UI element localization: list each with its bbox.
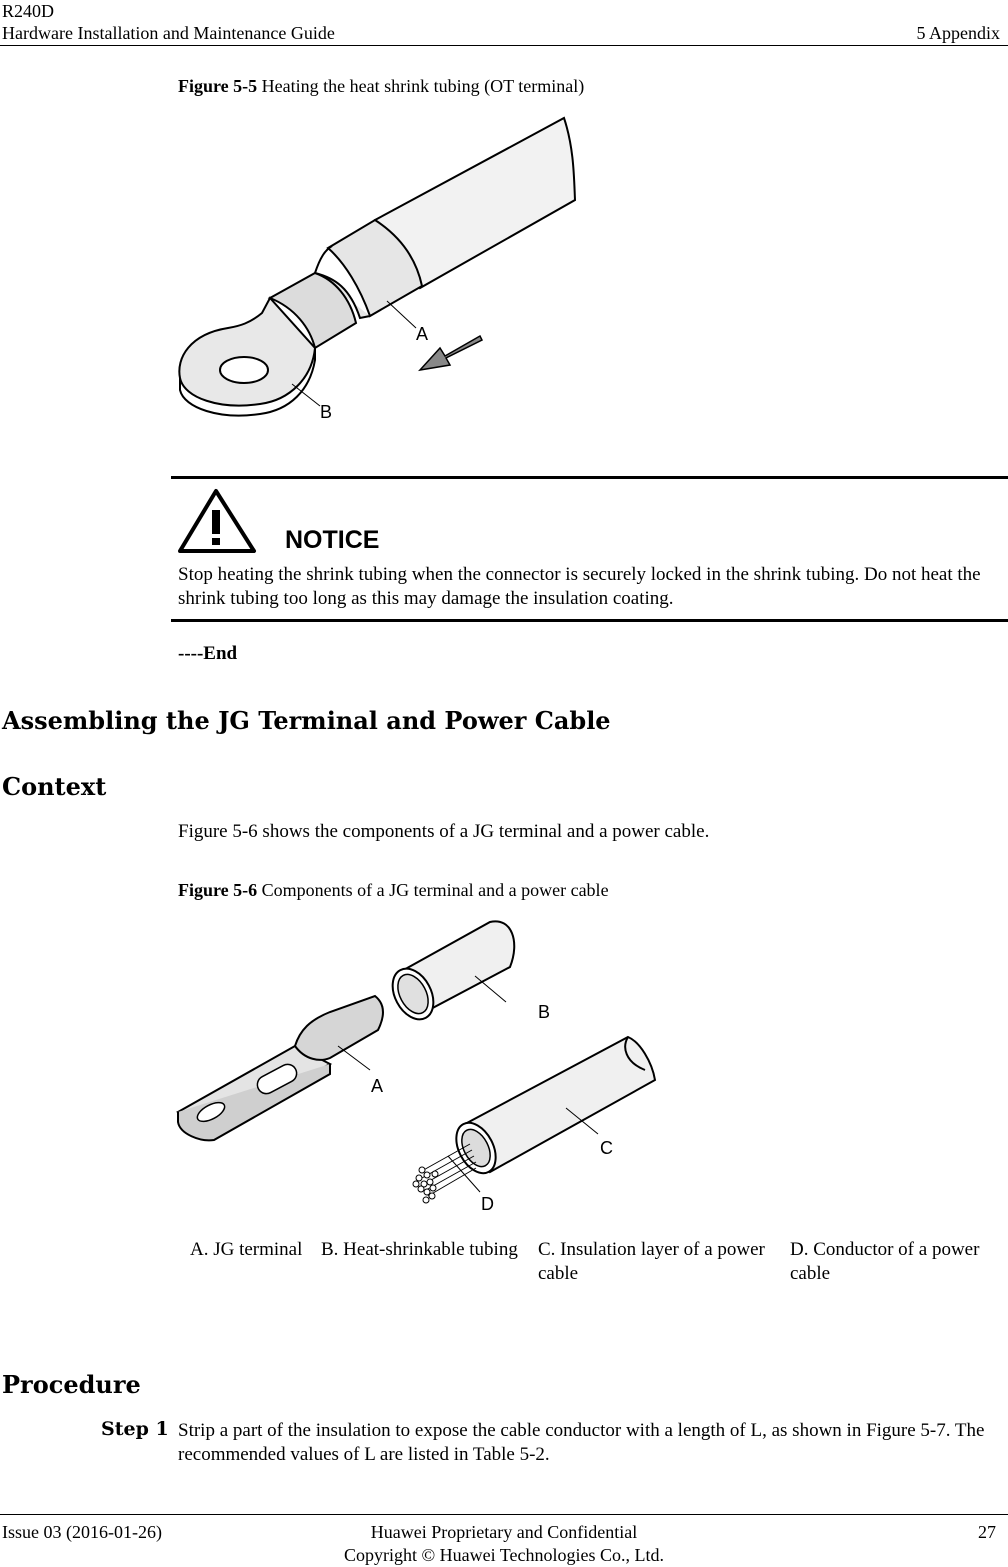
notice-text: Stop heating the shrink tubing when the connector is securely locked in the shrink tubing. Do not heat the shrink tubing too long as this may damage the insulation coating.	[178, 564, 981, 609]
section-heading: Assembling the JG Terminal and Power Cable	[2, 706, 611, 735]
callout-d: D	[481, 1194, 494, 1214]
figure-5-6-caption	[178, 880, 609, 901]
notice-top-rule	[171, 476, 1008, 479]
power-cable-conductor	[413, 1144, 476, 1203]
footer-copyright: Copyright © Huawei Technologies Co., Ltd.	[343, 1545, 665, 1565]
figure-5-6-label: Figure 5-6	[178, 880, 258, 900]
legend-item-b: B. Heat-shrinkable tubing	[321, 1239, 518, 1260]
footer-confidential: Huawei Proprietary and Confidential	[370, 1522, 638, 1542]
notice-bottom-rule	[171, 619, 1008, 622]
leader-line-a	[338, 1046, 370, 1070]
header-rule	[0, 45, 1008, 46]
callout-a: A	[416, 324, 429, 344]
callout-b: B	[320, 402, 333, 422]
figure-5-5-caption	[178, 76, 584, 97]
notice-title: NOTICE	[285, 526, 380, 554]
footer-issue: Issue 03 (2016-01-26)	[2, 1522, 162, 1542]
warning-triangle-icon	[178, 488, 258, 554]
figure-5-6-title: Components of a JG terminal and a power cable	[261, 880, 609, 900]
step-label: Step 1	[101, 1418, 169, 1440]
page-number: 27	[978, 1522, 996, 1542]
jg-terminal-barrel	[295, 996, 383, 1060]
leader-line-a	[387, 301, 416, 328]
callout-b: B	[538, 1002, 551, 1022]
legend-item-c: C. Insulation layer of a power cable	[538, 1239, 765, 1284]
procedure-heading: Procedure	[2, 1370, 141, 1399]
figure-5-5-illustration	[170, 108, 590, 428]
legend-item-a: A. JG terminal	[190, 1239, 303, 1260]
header-section: 5 Appendix	[916, 23, 1000, 43]
footer-rule	[0, 1514, 1008, 1515]
header-doc-title: Hardware Installation and Maintenance Guide	[2, 23, 335, 43]
context-text: Figure 5-6 shows the components of a JG terminal and a power cable.	[178, 821, 710, 842]
ring-hole	[220, 357, 268, 383]
leader-line-b	[475, 976, 506, 1002]
legend-item-d: D. Conductor of a power cable	[790, 1239, 980, 1284]
callout-a: A	[371, 1076, 384, 1096]
context-heading: Context	[2, 772, 107, 801]
end-marker: ----End	[178, 643, 238, 664]
figure-5-6-illustration	[170, 912, 670, 1222]
figure-5-5-title: Heating the heat shrink tubing (OT terminal)	[261, 76, 585, 96]
header-product: R240D	[2, 1, 55, 21]
callout-c: C	[600, 1138, 613, 1158]
leader-line-b	[292, 384, 320, 406]
step-text: Strip a part of the insulation to expose the cable conductor with a length of L, as shown in Figure 5-7. The recommended values of L are listed in Table 5-2.	[178, 1420, 985, 1465]
direction-arrow-icon	[420, 336, 482, 370]
figure-5-5-label: Figure 5-5	[178, 76, 258, 96]
